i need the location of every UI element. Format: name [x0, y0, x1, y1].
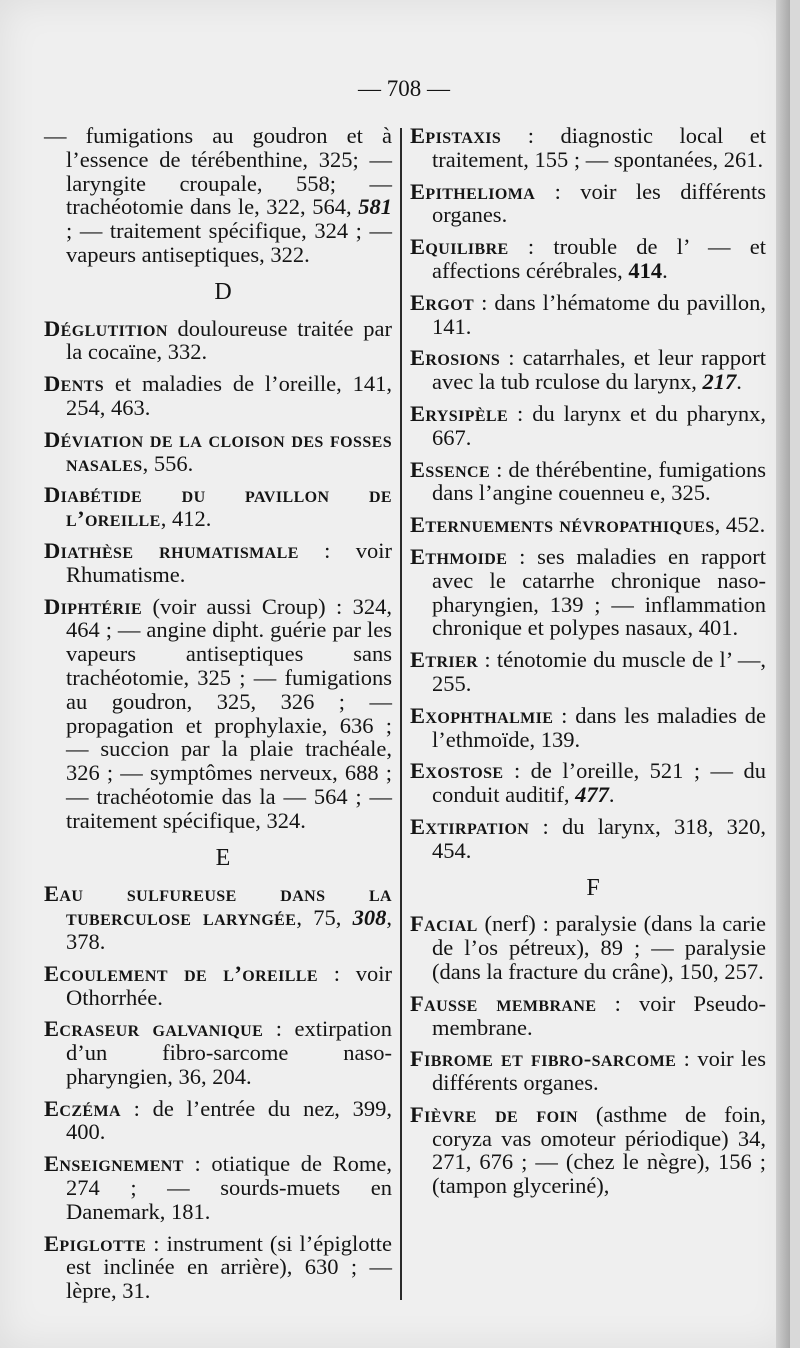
entry-headword: Etrier	[410, 647, 479, 673]
entry-headword: Erysipèle	[410, 400, 509, 426]
entry-text: (asthme de foin, coryza vas omoteur périodique) 34, 271, 676 ; — (chez le nègre), 156 ; (tampon glyceriné),	[432, 1101, 766, 1199]
entry-headword: Ethmoide	[410, 543, 508, 569]
entry-text: : du larynx et du pharynx, 667.	[432, 400, 766, 450]
entry-essence	[410, 458, 766, 506]
entry-ecoulement	[44, 962, 392, 1010]
entry-text: : dans l’hématome du pavillon, 141.	[432, 289, 766, 339]
entry-text: — fumigations au goudron et à l’essence de térébenthine, 325; — laryngite croupale, 558; — trachéotomie dans le, 322, 564,	[44, 123, 392, 220]
entry-epistaxis	[410, 124, 766, 172]
entry-headword: Extirpation	[410, 813, 530, 839]
entry-text: , 412.	[160, 506, 212, 532]
entry-text: : ses maladies en rapport avec le catarrhe chronique naso-pharyngien, 139 ; — inflammation chronique et polypes nasaux, 401.	[432, 543, 766, 641]
entry-page-ref: 217	[702, 369, 737, 395]
entry-headword: Ecraseur galvanique	[44, 1016, 264, 1042]
entry-text: : otiatique de Rome, 274 ; — sourds-muets en Danemark, 181.	[66, 1151, 392, 1224]
entry-text: .	[662, 257, 668, 283]
entry-erysipele	[410, 402, 766, 450]
entry-headword: Diabétide du pavillon de l’oreille	[44, 482, 392, 532]
entry-text: ; — traitement spécifique, 324 ; — vapeurs antiseptiques, 322.	[66, 218, 392, 267]
entry-text: .	[736, 369, 742, 395]
entry-text: : voir Rhumatisme.	[66, 537, 392, 587]
entry-dents	[44, 372, 392, 420]
entry-diabetide	[44, 483, 392, 531]
entry-eternuements	[410, 513, 766, 537]
entry-text: : voir Othorrhée.	[66, 960, 392, 1010]
entry-text: : voir Pseudo-membrane.	[432, 990, 766, 1040]
entry-equilibre	[410, 235, 766, 283]
entry-headword: Facial	[410, 911, 478, 937]
entry-fausse-membrane	[410, 992, 766, 1040]
entry-ethmoide	[410, 545, 766, 640]
entry-text: , 75,	[296, 905, 353, 931]
section-letter-f: F	[586, 874, 600, 901]
section-letter-e: E	[215, 844, 231, 871]
left-column	[44, 124, 392, 1311]
entry-headword: Equilibre	[410, 234, 509, 260]
entry-text: (voir aussi Croup) : 324, 464 ; — angine dipht. guérie par les vapeurs antiseptiques sans trachéotomie, 325 ; — fumigations au goudron, 325, 326 ; — propagation et prophylaxie, 636 ; — succion par la plaie trachéale, 326 ; — symptômes nerveux, 688 ; — trachéotomie das la — 564 ; — traitement spécifique, 324.	[66, 593, 392, 833]
section-letter-d: D	[214, 278, 232, 305]
entry-headword: Eczéma	[44, 1095, 121, 1121]
entry-page-ref: 414	[628, 257, 663, 283]
entry-etrier	[410, 648, 766, 696]
entry-headword: Epiglotte	[44, 1230, 147, 1256]
entry-fievre-de-foin	[410, 1103, 766, 1198]
entry-erosions	[410, 346, 766, 394]
entry-headword: Ecoulement de l’oreille	[44, 960, 318, 986]
entry-text: et maladies de l’oreille, 141, 254, 463.	[66, 371, 392, 420]
entry-headword: Exostose	[410, 758, 504, 784]
entry-eau	[44, 882, 392, 953]
entry-text: : ténotomie du muscle de l’ —, 255.	[432, 647, 766, 696]
entry-diathese	[44, 539, 392, 587]
entry-continuation	[44, 124, 392, 267]
entry-text: : extirpation d’un fibro-sarcome naso-pharyngien, 36, 204.	[66, 1016, 392, 1089]
entry-page-ref: 581	[358, 194, 392, 220]
entry-page-ref: 308	[352, 905, 387, 931]
entry-headword: Epithelioma	[410, 178, 536, 204]
entry-headword: Diphtérie	[44, 593, 143, 619]
entry-headword: Fausse membrane	[410, 990, 597, 1016]
entry-text: , 378.	[66, 905, 393, 954]
entry-text: : voir les différents organes.	[432, 178, 766, 228]
entry-headword: Erosions	[410, 345, 501, 371]
entry-deviation	[44, 428, 392, 476]
entry-eczema	[44, 1097, 392, 1145]
entry-text: (nerf) : paralysie (dans la carie de l’os pétreux), 89 ; — paralysie (dans la fracture du crâne), 150, 257.	[432, 911, 766, 984]
entry-epiglotte	[44, 1232, 392, 1303]
page-number: — 708 —	[358, 76, 450, 101]
entry-headword: Enseignement	[44, 1151, 184, 1177]
entry-text: : de l’entrée du nez, 399, 400.	[66, 1095, 392, 1145]
entry-epithelioma	[410, 180, 766, 228]
entry-headword: Déglutition	[44, 315, 168, 341]
page-edge	[776, 0, 790, 1348]
entry-deglutition	[44, 317, 392, 365]
entry-headword: Ergot	[410, 289, 475, 315]
entry-headword: Diathèse rhumatismale	[44, 537, 299, 563]
entry-headword: Exophthalmie	[410, 702, 554, 728]
entry-text: douloureuse traitée par la cocaïne, 332.	[66, 315, 392, 365]
entry-text: : instrument (si l’épiglotte est inclinée en arrière), 630 ; — lèpre, 31.	[66, 1230, 392, 1304]
entry-text: , 556.	[142, 450, 194, 476]
entry-headword: Essence	[410, 456, 491, 482]
entry-headword: Eternuements névropathiques	[410, 512, 715, 538]
entry-text: : de l’oreille, 521 ; — du conduit auditif,	[432, 758, 766, 808]
entry-exophthalmie	[410, 704, 766, 752]
entry-facial	[410, 912, 766, 983]
entry-text: : trouble de l’ — et affections cérébrales,	[432, 234, 766, 283]
entry-headword: Déviation de la cloison des fosses nasales	[44, 426, 392, 476]
entry-text: : catarrhales, et leur rapport avec la tub rculose du larynx,	[432, 345, 766, 395]
entry-headword: Fièvre de foin	[410, 1101, 579, 1127]
entry-ecraseur	[44, 1017, 392, 1088]
entry-diphterie	[44, 595, 392, 833]
entry-headword: Fibrome et fibro-sarcome	[410, 1046, 677, 1072]
entry-fibrome	[410, 1047, 766, 1095]
entry-text: : dans les maladies de l’ethmoïde, 139.	[432, 702, 766, 752]
entry-text: .	[608, 782, 615, 808]
entry-text: : du larynx, 318, 320, 454.	[432, 813, 766, 863]
entry-extirpation	[410, 815, 766, 863]
column-divider	[400, 128, 402, 1300]
entry-text: : voir les différents organes.	[432, 1046, 766, 1096]
entry-enseignement	[44, 1152, 392, 1223]
entry-headword: Epistaxis	[410, 123, 502, 148]
entry-headword: Eau sulfureuse dans la tuberculose laryngée	[44, 881, 392, 931]
entry-text: : diagnostic local et traitement, 155 ; — spontanées, 261.	[432, 123, 766, 172]
entry-headword: Dents	[44, 371, 105, 397]
entry-text: , 452.	[714, 512, 766, 538]
entry-text: : de thérébentine, fumigations dans l’angine couenneu e, 325.	[432, 456, 766, 506]
entry-page-ref: 477	[575, 782, 609, 808]
entry-ergot	[410, 291, 766, 339]
right-column	[410, 124, 766, 1206]
entry-exostose	[410, 759, 766, 807]
